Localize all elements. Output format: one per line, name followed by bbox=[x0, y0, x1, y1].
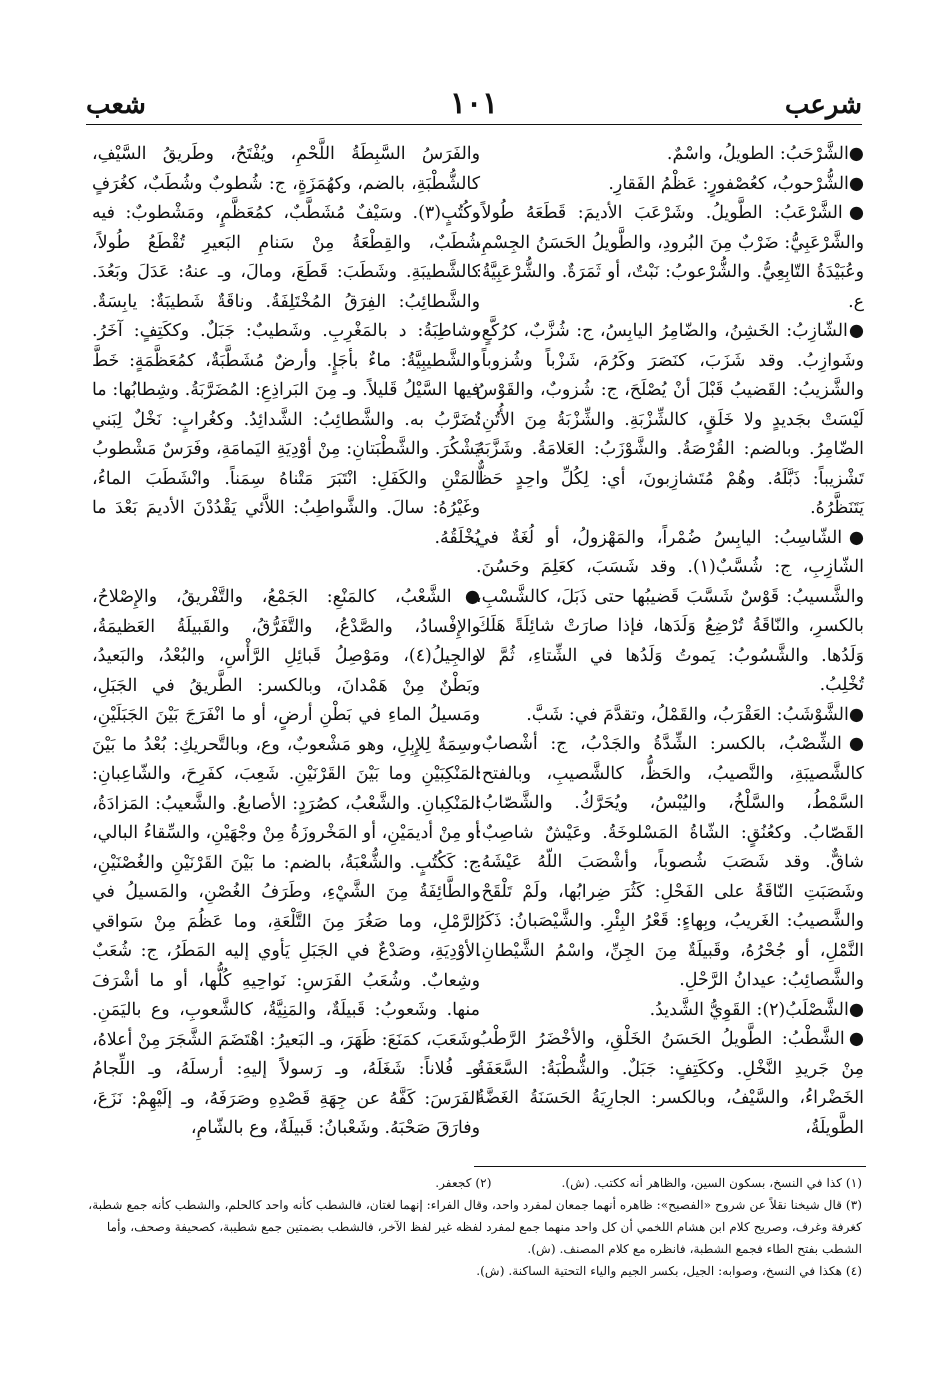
entry-shawshab: ●الشَّوْشَبُ: العَقْرَبُ، والقَمْلُ، وتقدَّمَ في: شَبَّ. bbox=[526, 704, 864, 725]
entry-shatb: ●الشَّطْبُ: الطَّويلُ الحَسَنُ الخَلْقِ، والأخْضَرُ الرَّطْبُ مِنْ جَريدِ النَّخْلِ. وككَتِفٍ: جَبَلٌ. والشُّطْبَةُ: السَّعَفَةُ الخَضْراءُ، والسَّيْفُ، وبالكسر: الجارِيَةُ الحَسَنَةُ الغَضَّةُ الطَّويلَةُ، bbox=[476, 1029, 864, 1138]
entry-shaslab: ●الشَّصْلَبُ(٢): القَوِيُّ الشَّديدُ. bbox=[649, 999, 864, 1020]
page-number: ١٠١ bbox=[449, 86, 499, 121]
footnote-2: (٢) كجعفر. bbox=[435, 1176, 492, 1190]
footnote-row bbox=[72, 1172, 862, 1194]
header-root-left: شعب bbox=[86, 90, 146, 120]
entry-shurhab: ●الشَّرْحَبُ: الطويلُ، واسْمٌ. bbox=[666, 144, 864, 164]
footnote-rule bbox=[474, 1166, 866, 1167]
footnotes bbox=[72, 1172, 862, 1282]
entry-shab: ●الشَّعْبُ، كالمَنْعِ: الجَمْعُ، والتَّفْريقُ، والإِصْلاحُ، والإِفْسادُ، والصَّدْعُ، والتَّفَرُّقُ، والقَبيلَةُ العَظيمَةُ، والجِيلُ(٤)، ومَوْصِلُ قَبائِلِ الرَّأْسِ، والبُعْدُ، والبَعيدُ، وبَطْنٌ مِنْ هَمْدانَ، وبالكسر: الطَّريقُ في الجَبَلِ، ومَسيلُ الماءِ في بَطْنِ أرضٍ، أو ما انْفَرَجَ بَيْنَ الجَبَلَيْنِ، وسِمَةٌ لِلإِبِلِ، وهو مَشْعوبٌ، وع، وبالتَّحريكِ: بُعْدُ ما بَيْنَ المَنْكِبَيْنِ وما بَيْنَ القَرْنَيْنِ. شَعِبَ، كفَرِحَ، والشّاعِبانِ: المَنْكِبانِ. والشَّعْبُ، كصُرَدٍ: الأصابعُ. والشَّعيبُ: المَزادَةُ، أو مِنْ أديمَيْنِ، أو المَخْروزَةُ مِنْ وجْهَيْنِ، والسِّقاءُ البالي، ج: كَكُتُبٍ. والشُّعْبَةُ، بالضم: ما بَيْنَ القَرْنَيْنِ والغُصْنَيْنِ، والطَّائِفَةُ مِنَ الشَّيْءِ، وطَرَفُ الغُصْنِ، والمَسيلُ في الرَّمْلِ، وما صَغُرَ مِنَ التَّلْعَةِ، وما عَظُمَ مِنْ سَواقي الأوْدِيَةِ، وصَدْعٌ في الجَبَلِ يَأوي إليه المَطَرُ، ج: شُعَبٌ وشِعابٌ. وشُعَبُ الفَرَسِ: نَواحِيهِ كُلُّها، أو ما أشْرَفَ منها. وشَعوبُ: قَبيلَةٌ، والمَنِيَّةُ، كالشَّعوبِ، وع باليَمَنِ. وشَعَبَ، كمَنَعَ: ظَهَرَ، وـ البَعيرُ: اهْتَضَمَ الشَّجَرَ مِنْ أعلاهُ، وـ فُلاناً: شَغَلَهُ، وـ رَسولاً إليهِ: أرسلَهُ، وـ اللِّجامُ الفَرَسَ: كَفَّهُ عن جِهَةِ قَصْدِهِ وصَرَفَهُ، وـ إلَيْهِمْ: نَزَعَ، وفارَقَ صَحْبَهُ. وشَعْبانُ: قَبيلَةٌ، وع بالشّامِ، bbox=[92, 587, 480, 1138]
header-root-right: شرعب bbox=[784, 90, 862, 120]
entry-shurab: ●الشَّرْعَبُ: الطَّويلُ. وشَرْعَبَ الأديمَ: قَطَعَهُ طُولاً. والشَّرْعَبِيُّ: ضَرْبٌ مِنَ البُرودِ، والطَّويلُ الحَسَنُ الجِسْمِ، وعُبَيْدَةُ التّابِعِيُّ. والشُّرْعوبُ: نَبْتٌ، أو ثَمَرَةٌ. والشُّرْعَبِيَّةُ: ع. bbox=[476, 203, 864, 312]
left-column bbox=[92, 140, 480, 1144]
page-header bbox=[86, 86, 862, 126]
entry-shisb: ●الشِّصْبُ، بالكسر: الشِّدَّةُ والجَدْبُ، ج: أشْصابٌ، كالشَّصيبَةِ، والنَّصيبُ، والحَظُّ، كالشَّصيبِ، وبالفتح: السَّمْطُ، والسَّلْخُ، واليُبْسُ، ويُحَرَّكُ. والشَّصّابُ: القَصّابُ. وكعُنُقٍ: الشّاةُ المَسْلوخَةُ. وعَيْشٌ شاصِبٌ: شاقٌّ. وقد شَصَبَ شُصوباً، وأشْصَبَ اللّهُ عَيْشَهُ. وشَصَبَتِ النّاقَةُ على الفَحْلِ: كَثُرَ ضِرابُها، ولَمْ تَلْقَحْ. والشَّصيبُ: الغَريبُ، وبِهاءٍ: قَعْرُ البِئْرِ. والشَّيْصَبانُ: ذَكَرُ النَّمْلِ، أو جُحْرُهُ، وقَبيلَةٌ مِنَ الجِنِّ، واسْمُ الشَّيْطانِ. والشَّصائِبُ: عيدانُ الرَّحْلِ. bbox=[476, 734, 864, 990]
footnote-1: (١) كذا في النسخ، بسكون السين، والظاهر أنه ككتب. (ش). bbox=[561, 1176, 862, 1190]
entry-shatb-continued: والفَرَسُ السَّبِطَةُ اللَّحْمِ، ويُفْتَحُ، وطَريقُ السَّيْفِ، كالشُّطْبَةِ، بالضم، وكهُمَزَةٍ، ج: شُطوبٌ وشُطَبٌ، كغُرَفٍ وكُتُبٍ(٣). وسَيْفٌ مُشَطَّبٌ، كمُعَظَّمٍ، ومَشْطوبٌ: فيه شُطَبٌ، والقِطْعَةُ مِنْ سَنامِ البَعيرِ تُقْطَعُ طُولاً، كالشَّطيبَةِ. وشَطَبَ: قَطَعَ، ومالَ، وـ عنهُ: عَدَلَ وبَعُدَ. والشَّطائِبُ: الفِرَقُ المُخْتَلِفَةُ. وناقَةٌ شَطيبَةٌ: يابِسَةٌ. وشاطِبَةُ: د بالمَغْرِبِ. وشَطيبٌ: جَبَلٌ. وككَتِفٍ: آخَرُ. والشَّطيبِيَّةُ: ماءٌ بأجَإٍ. وأرضٌ مُشَطَّبَةٌ، كمُعَظَّمَةٍ: خَطَّ فيها السَّيْلُ قَليلاً. وـ مِنَ البَراذِعِ: المُضَرَّبَةُ. وشِطابُها: ما تُضَرَّبُ به. والشَّطائِبُ: الشَّدائِدُ. وكغُرابٍ: نَخْلٌ لِبَني يَشْكُرَ. والشَّطْبَتانِ: مِنْ أوْدِيَةِ اليَمامَةِ، وفَرَسٌ مَشْطوبُ المَتْنِ والكَفَلِ: انْتَبَرَ مَتْناهُ سِمَناً. وانْشَطَبَ الماءُ، وغَيْرُهُ: سالَ. والشَّواطِبُ: اللاَّئي يَقْدُدْنَ الأديمَ بَعْدَ ما يُخْلَقُهُ. bbox=[92, 144, 480, 548]
footnote-4: (٤) هكذا في النسخ، وصوابه: الجيل، بكسر الجيم والياء التحتية الساكنة. (ش). bbox=[476, 1264, 862, 1278]
entry-shurhub: ●الشُّرْحوبُ، كعُصْفورٍ: عَظْمُ الفَقارِ. bbox=[608, 173, 864, 194]
entry-shasib: ●الشّاسِبُ: اليابِسُ ضُمْراً، والمَهْزولُ، أو لُغَةٌ في الشّازِبِ، ج: شُسَّبٌ(١). وقد شَسَبَ، كعَلِمَ وحَسُنَ. والشَّسيبُ: قَوْسٌ شَسَّبَ قَضيبُها حتى ذَبَلَ، كالشَّسْبِ، بالكسرِ، والنّاقَةُ تُرْضِعُ وَلَدَها، فإذا صارَتْ شائِلَةً هَلَكَ وَلَدُها. والشَّسُوبُ: يَموتُ وَلَدُها في الشِّتاءِ، ثُمَّ لا تُخْلِبُ. bbox=[476, 527, 865, 695]
entry-shazib: ●الشّازِبُ: الخَشِنُ، والضّامِرُ اليابِسُ، ج: شُزَّبٌ، كرُكَّعٍ، وشَوازِبُ. وقد شَزَبَ، كنَصَرَ وكَرُمَ، شَزْباً وشُزوباً. والشَّزيبُ: القَضيبُ قَبْلَ أنْ يُصْلَحَ، ج: شُزوبٌ، والقَوْسُ لَيْسَتْ بجَديدٍ ولا خَلَقٍ، كالشِّزْبَةِ. والشِّزْبَةُ مِنَ الأُتُنِ: الضّامِرُ. وبالضم: القُرْصَةُ. والشَّوْزَبُ: العَلامَةُ. وشَزَّبَهُ تَشْزيباً: ذَبَّلَهُ. وهُمْ مُتَشازِبونَ، أي: لِكُلِّ واحِدٍ حَظٌّ يَتَنَظَّرُهُ. bbox=[476, 321, 864, 518]
footnote-3: (٣) قال شيخنا نقلاً عن شروح «الفصيح»: ظاهره أنهما جمعان لمفرد واحد، وقال الفراء: إنهما لغتان، فالشطب كأنه واحد كالحلم، والشطب كأنه جمع شطبة، كغرفة وغرف، وصريح كلام ابن هشام اللخمي أن كل واحد منهما جمع لمفرد لفظه غير لفظ الآخر، فالشطب بضمتين جمع شطيبة، كصحيفة وصحف، وأما الشطب بفتح الطاء فجمع الشطبة، فانظره مع كلام المصنف. (ش). bbox=[88, 1198, 862, 1256]
header-rule bbox=[86, 124, 862, 125]
right-column bbox=[476, 140, 864, 1143]
